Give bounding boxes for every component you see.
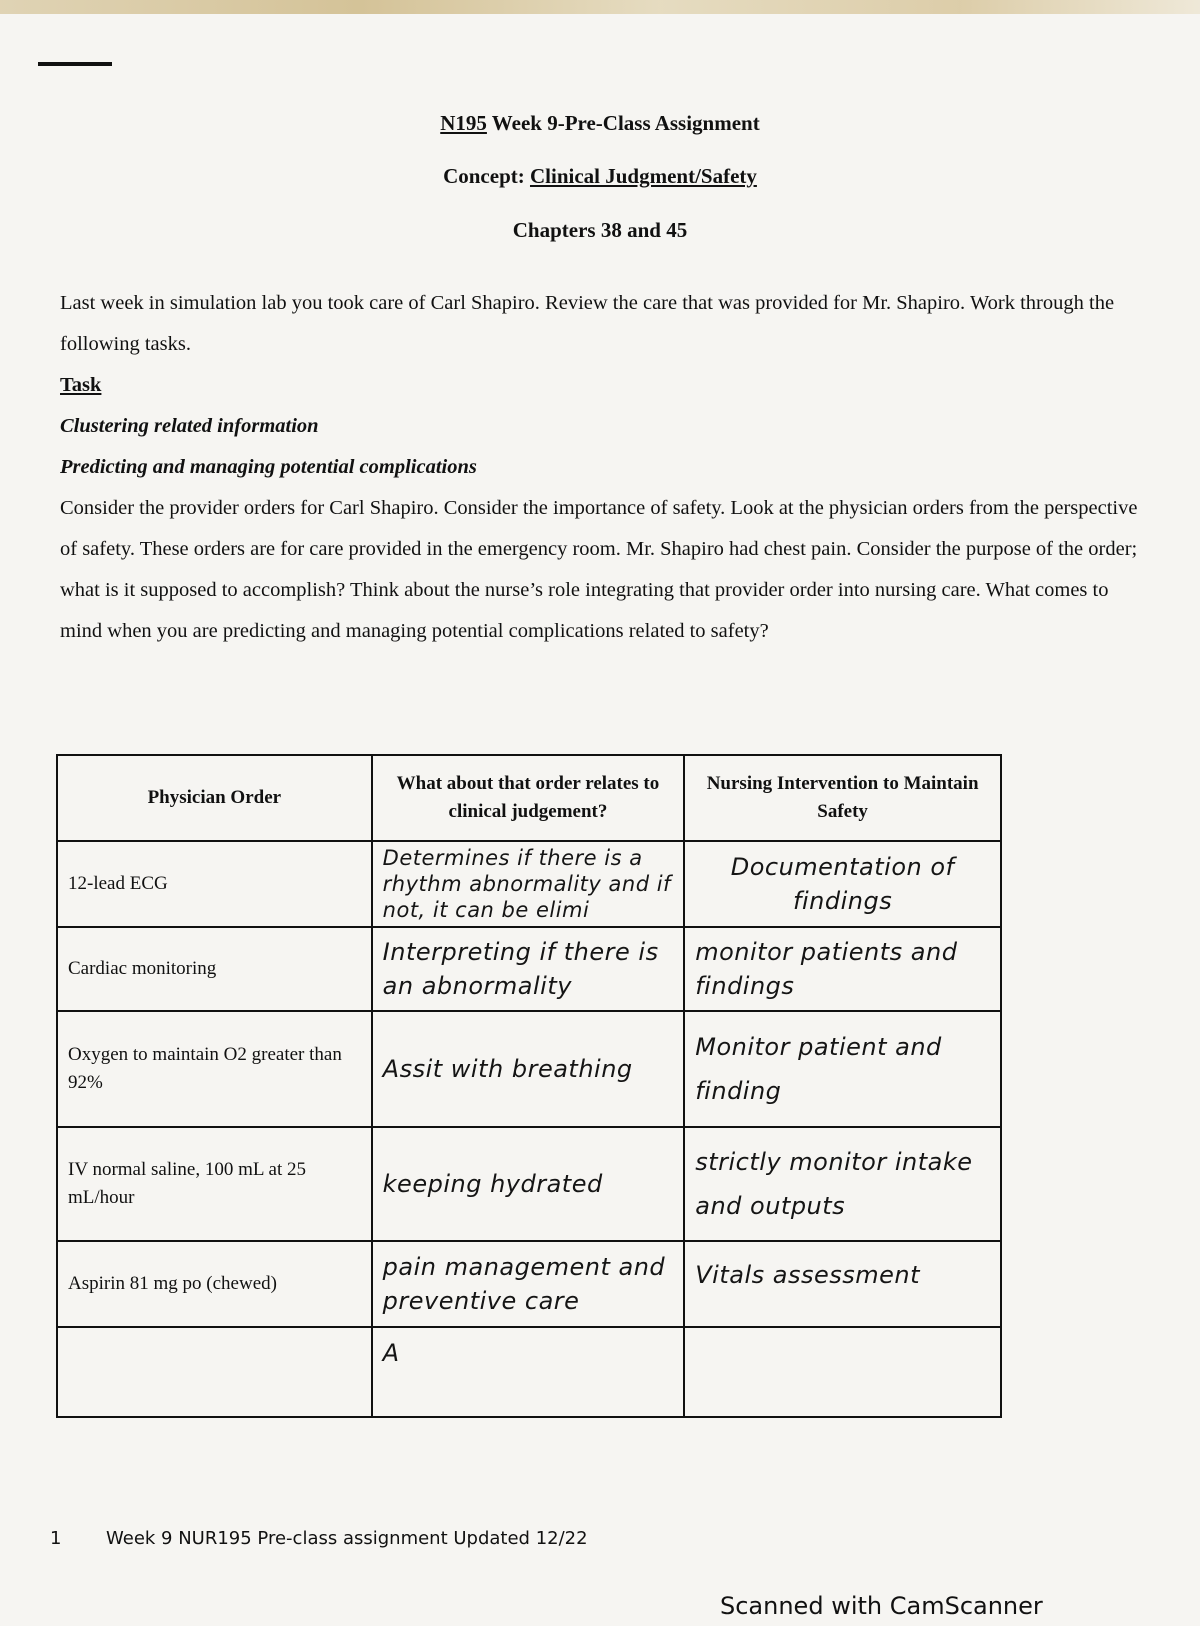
intervention-cell[interactable]: Documentation of findings [684, 841, 1001, 927]
intervention-cell[interactable]: monitor patients and findings [684, 927, 1001, 1011]
scanner-watermark: Scanned with CamScanner [720, 1592, 1043, 1620]
intervention-cell[interactable]: Vitals assessment [684, 1241, 1001, 1327]
page-number: 1 [50, 1528, 62, 1549]
judgement-cell[interactable]: keeping hydrated [372, 1127, 685, 1241]
intervention-cell[interactable] [684, 1327, 1001, 1417]
intervention-cell[interactable]: Monitor patient and finding [684, 1011, 1001, 1127]
table-row [57, 1011, 1001, 1127]
intervention-cell[interactable]: strictly monitor intake and outputs [684, 1127, 1001, 1241]
order-cell: Oxygen to maintain O2 greater than 92% [57, 1011, 372, 1127]
table-row [57, 1127, 1001, 1241]
footer-text: Week 9 NUR195 Pre-class assignment Updated 12/22 [106, 1528, 588, 1549]
course-code: N195 [440, 111, 487, 135]
table-row [57, 927, 1001, 1011]
header-clinical-judgement: What about that order relates to clinical judgement? [372, 755, 685, 841]
order-cell [57, 1327, 372, 1417]
header-physician-order: Physician Order [57, 755, 372, 841]
chapters-line: Chapters 38 and 45 [512, 218, 688, 242]
title-rest: Week 9-Pre-Class Assignment [486, 111, 760, 135]
intro-section [60, 283, 1140, 652]
order-cell: Cardiac monitoring [57, 927, 372, 1011]
task-item-clustering: Clustering related information [60, 415, 319, 437]
instructions-paragraph: Consider the provider orders for Carl Shapiro. Consider the importance of safety. Look at the physician orders from the perspective of safety. These orders are for care provided in the emergency room. Mr. Shapiro had chest pain. Consider the purpose of the order; what is it supposed to accomplish? Think about the nurse’s role integrating that provider order into nursing care. What comes to mind when you are predicting and managing potential complications related to safety? [60, 497, 1138, 642]
order-cell: IV normal saline, 100 mL at 25 mL/hour [57, 1127, 372, 1241]
physician-orders-table [56, 754, 1002, 1418]
concept-line [0, 164, 1200, 189]
order-cell: Aspirin 81 mg po (chewed) [57, 1241, 372, 1327]
corner-mark [38, 62, 112, 66]
table-row [57, 1327, 1001, 1417]
judgement-cell[interactable]: Determines if there is a rhythm abnormality and if not, it can be elimi [372, 841, 685, 927]
judgement-cell[interactable]: A [372, 1327, 685, 1417]
order-cell: 12-lead ECG [57, 841, 372, 927]
task-item-predicting: Predicting and managing potential complications [60, 456, 477, 478]
table-row [57, 1241, 1001, 1327]
task-heading: Task [60, 374, 102, 396]
intro-paragraph: Last week in simulation lab you took care of Carl Shapiro. Review the care that was provided for Mr. Shapiro. Work through the following tasks. [60, 292, 1115, 355]
table-row [57, 841, 1001, 927]
judgement-cell[interactable]: pain management and preventive care [372, 1241, 685, 1327]
table-header-row [57, 755, 1001, 841]
page-footer [50, 1528, 588, 1549]
judgement-cell[interactable]: Assit with breathing [372, 1011, 685, 1127]
header-nursing-intervention: Nursing Intervention to Maintain Safety [684, 755, 1001, 841]
page-top-edge [0, 0, 1200, 14]
assignment-title [0, 111, 1200, 136]
concept-label: Concept: [443, 164, 530, 188]
concept-value: Clinical Judgment/Safety [529, 164, 757, 188]
judgement-cell[interactable]: Interpreting if there is an abnormality [372, 927, 685, 1011]
